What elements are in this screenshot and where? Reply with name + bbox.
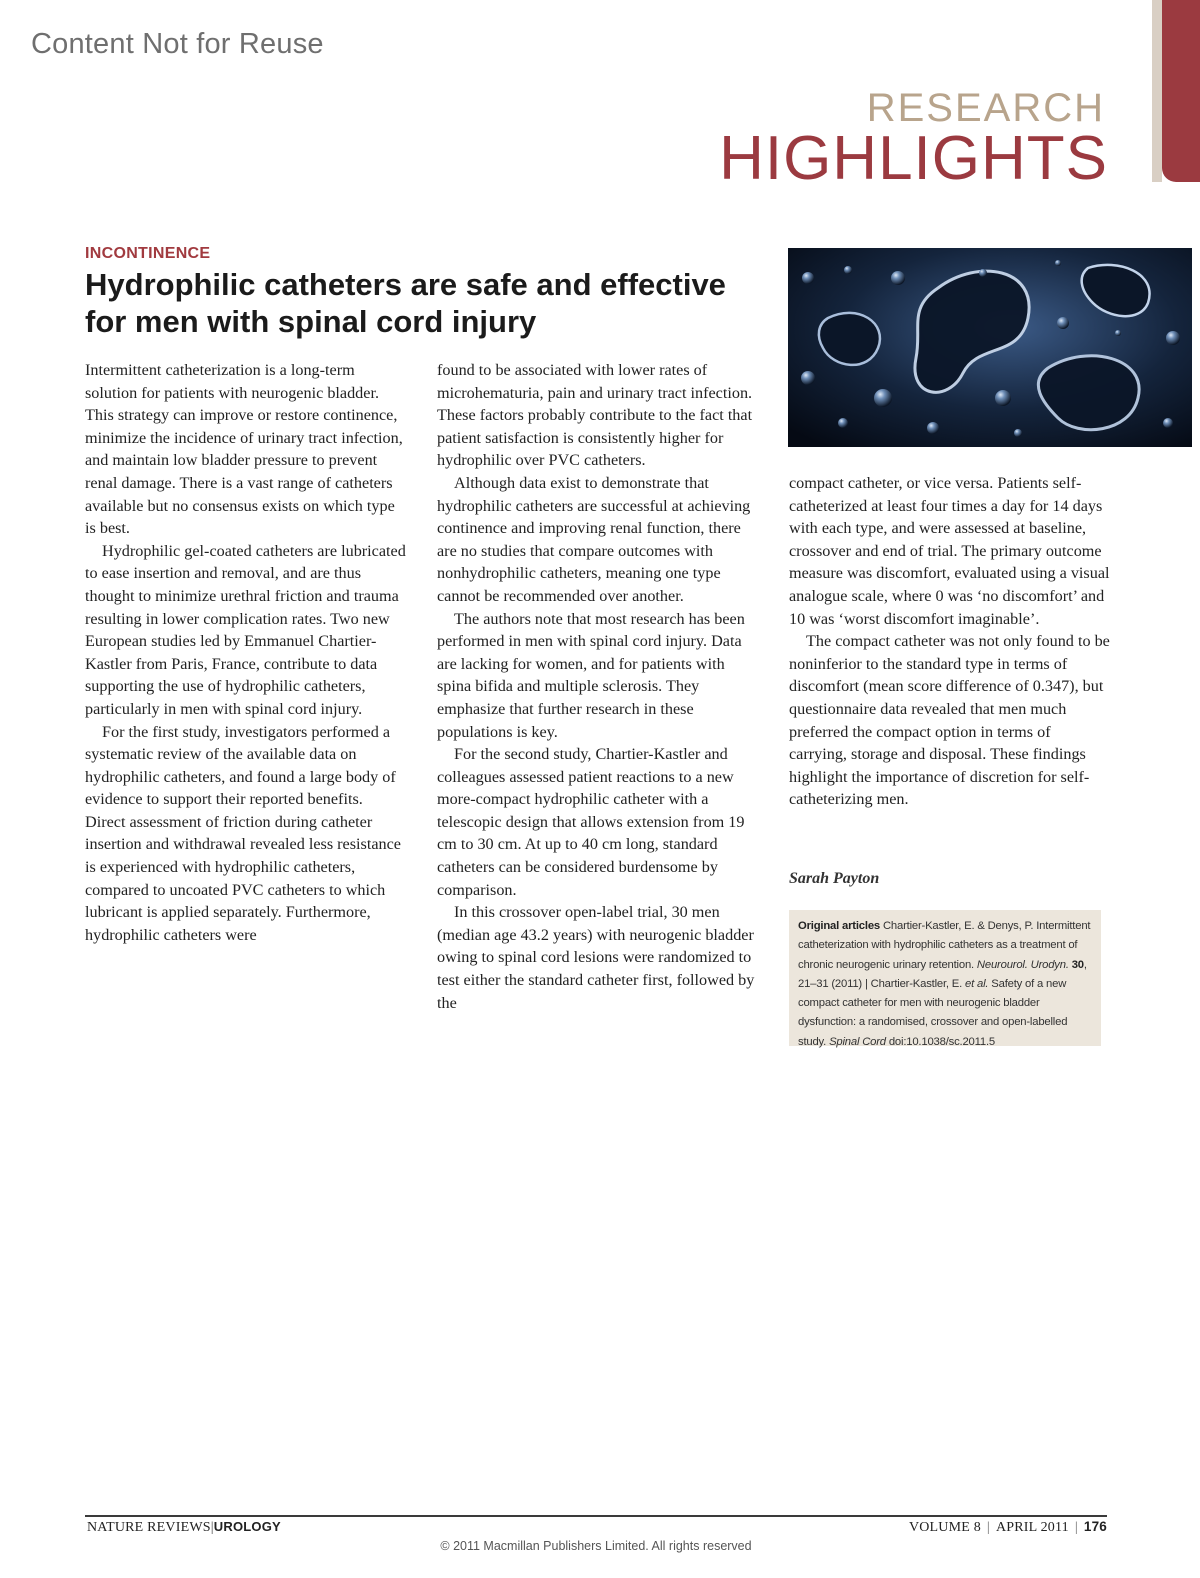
footer-issue-info: VOLUME 8 | APRIL 2011 | 176: [908, 1519, 1107, 1535]
watermark-text: Content Not for Reuse: [31, 28, 324, 60]
section-label: INCONTINENCE: [85, 245, 211, 262]
ref2-journal: Spinal Cord: [829, 1035, 886, 1048]
ref1-authors-title: Chartier-Kastler, E. & Denys, P. Intermittent catheterization with hydrophilic catheters as a treatment of chronic neurogenic urinary retention.: [798, 920, 1091, 971]
paragraph: Intermittent catheterization is a long-term solution for patients with neurogenic bladder. This strategy can improve or restore continence, minimize the incidence of urinary tract infection, and maintain low bladder pressure to prevent renal damage. There is a vast range of catheters available but no consensus exists on which type is best.: [85, 361, 403, 538]
page-number: 176: [1083, 1519, 1107, 1534]
footer-journal: NATURE REVIEWS|UROLOGY: [87, 1519, 281, 1535]
article-title: Hydrophilic catheters are safe and effective for men with spinal cord injury: [85, 267, 726, 339]
ref2-authors: Chartier-Kastler, E.: [870, 977, 963, 990]
decorative-side-tab: [1162, 0, 1200, 182]
ref1-journal: Neurourol. Urodyn.: [976, 958, 1069, 971]
paragraph: For the first study, investigators performed a systematic review of the available data on hydrophilic catheters, and found a large body of evidence to support their reported benefits. Direct assessment of friction during catheter insertion and withdrawal revealed less resistance is experienced with hydrophilic catheters, compared to uncoated PVC catheters to which lubricant is applied separately. Furthermore, hydrophilic catheters were: [85, 722, 401, 944]
ref2-etal: et al.: [965, 977, 989, 990]
ref-separator: |: [864, 977, 868, 990]
ref2-title: Safety of a new compact catheter for men with neurogenic bladder dysfunction: a randomised, crossover and open-labelled study.: [798, 977, 1068, 1048]
paragraph: Although data exist to demonstrate that hydrophilic catheters are successful at achieving continence and improving renal function, there are no studies that compare outcomes with nonhydrophilic catheters, meaning one type cannot be recommended over another.: [437, 473, 751, 605]
article-column-1: [85, 359, 407, 946]
paragraph: The authors note that most research has been performed in men with spinal cord injury. Data are lacking for women, and for patients with spina bifida and multiple sclerosis. They emphasize that further research in these populations is key.: [437, 609, 745, 741]
brand-research: RESEARCH: [866, 86, 1105, 130]
issue-date: APRIL 2011: [995, 1520, 1069, 1535]
brand-highlights: HIGHLIGHTS: [719, 124, 1108, 193]
journal-name: NATURE REVIEWS: [87, 1520, 211, 1535]
author-name: Sarah Payton: [789, 870, 880, 887]
paragraph: In this crossover open-label trial, 30 men (median age 43.2 years) with neurogenic bladder owing to spinal cord lesions were randomized to test either the standard catheter first, followed by the: [437, 903, 755, 1012]
paragraph: For the second study, Chartier-Kastler and colleagues assessed patient reactions to a new more-compact hydrophilic catheter with a telescopic design that allows extension from 19 cm to 30 cm. At up to 40 cm long, standard catheters can be considered burdensome by comparison.: [437, 745, 745, 899]
footer-rule: [85, 1515, 1107, 1517]
water-droplets-image: [788, 248, 1192, 447]
article-photo-water-droplets: [788, 248, 1192, 447]
ref2-doi: doi:10.1038/sc.2011.5: [888, 1035, 995, 1048]
paragraph: The compact catheter was not only found to be noninferior to the standard type in terms of discomfort (mean score difference of 0.347), but questionnaire data revealed that men much preferred the compact option in terms of carrying, storage and disposal. These findings highlight the importance of discretion for self-catheterizing men.: [789, 632, 1110, 809]
journal-specialty: UROLOGY: [213, 1519, 281, 1534]
paragraph: compact catheter, or vice versa. Patients self-catheterized at least four times a day for 14 days with each type, and were assessed at baseline, crossover and end of trial. The primary outcome measure was discomfort, evaluated using a visual analogue scale, where 0 was ‘no discomfort’ and 10 was ‘worst discomfort imaginable’.: [789, 474, 1110, 628]
volume: VOLUME 8: [908, 1520, 981, 1535]
paragraph: found to be associated with lower rates of microhematuria, pain and urinary tract infection. These factors probably contribute to the fact that patient satisfaction is consistently higher for hydrophilic over PVC catheters.: [437, 361, 753, 470]
ref1-volume: 30: [1071, 958, 1084, 971]
original-articles-box: [789, 910, 1101, 1046]
copyright-notice: © 2011 Macmillan Publishers Limited. All rights reserved: [440, 1539, 752, 1553]
ref1-pages-year: , 21–31 (2011): [798, 958, 1087, 990]
paragraph: Hydrophilic gel-coated catheters are lubricated to ease insertion and removal, and are thus thought to minimize urethral friction and trauma resulting in lower complication rates. Two new European studies led by Emmanuel Chartier-Kastler from Paris, France, contribute to data supporting the use of hydrophilic catheters, particularly in men with spinal cord injury.: [85, 541, 406, 718]
article-column-2: [437, 359, 759, 1014]
article-column-3: [789, 472, 1111, 811]
references-label: Original articles: [798, 920, 880, 932]
